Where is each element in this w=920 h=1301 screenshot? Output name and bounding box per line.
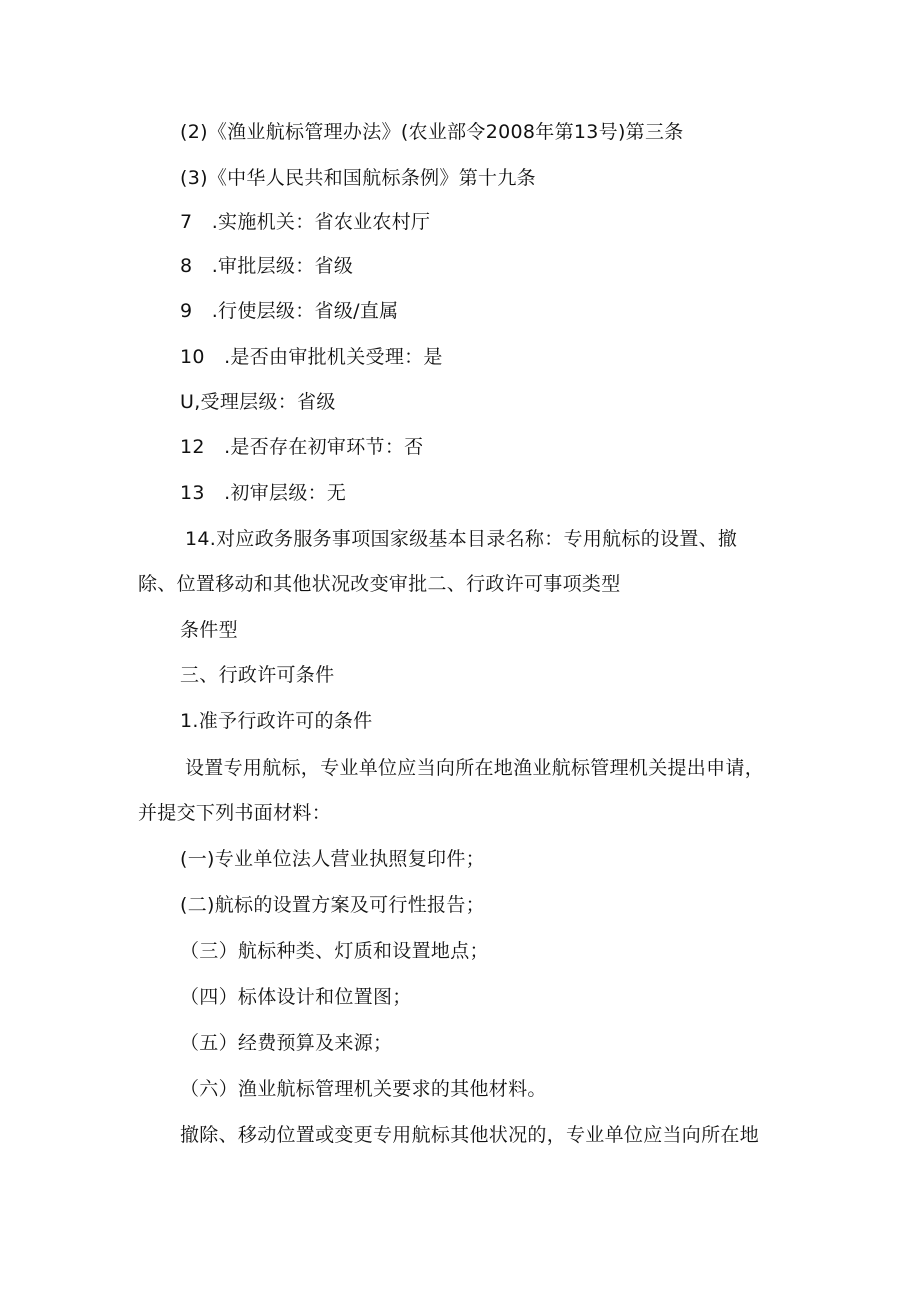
list-item: （六）渔业航标管理机关要求的其他材料。 bbox=[180, 1078, 547, 1100]
list-item: （五）经费预算及来源； bbox=[180, 1032, 393, 1054]
text-line: 设置专用航标，专业单位应当向所在地渔业航标管理机关提出申请， bbox=[185, 757, 765, 779]
text-line: 10 .是否由审批机关受理：是 bbox=[180, 346, 443, 368]
text-line: 除、位置移动和其他状况改变审批二、行政许可事项类型 bbox=[138, 573, 621, 595]
text-line: 13 .初审层级：无 bbox=[180, 482, 347, 504]
text-line: 撤除、移动位置或变更专用航标其他状况的，专业单位应当向所在地 bbox=[180, 1124, 760, 1146]
list-item: （四）标体设计和位置图； bbox=[180, 986, 412, 1008]
text-line: 条件型 bbox=[180, 619, 238, 641]
text-line: (2)《渔业航标管理办法》(农业部令2008年第13号)第三条 bbox=[180, 121, 684, 143]
text-line: 9 .行使层级：省级/直属 bbox=[180, 300, 399, 322]
text-line: U,受理层级：省级 bbox=[180, 391, 336, 413]
section-heading: 三、行政许可条件 bbox=[180, 664, 335, 686]
text-line: 8 .审批层级：省级 bbox=[180, 255, 354, 277]
list-item: （三）航标种类、灯质和设置地点； bbox=[180, 940, 489, 962]
text-line: 7 .实施机关：省农业农村厅 bbox=[180, 211, 431, 233]
text-line: 14.对应政务服务事项国家级基本目录名称：专用航标的设置、撤 bbox=[185, 528, 738, 550]
text-line: 12 .是否存在初审环节：否 bbox=[180, 436, 424, 458]
text-line: (3)《中华人民共和国航标条例》第十九条 bbox=[180, 167, 536, 189]
subsection-heading: 1.准予行政许可的条件 bbox=[180, 710, 373, 732]
list-item: (一)专业单位法人营业执照复印件； bbox=[180, 848, 485, 870]
list-item: (二)航标的设置方案及可行性报告； bbox=[180, 894, 485, 916]
text-line: 并提交下列书面材料： bbox=[138, 802, 332, 824]
